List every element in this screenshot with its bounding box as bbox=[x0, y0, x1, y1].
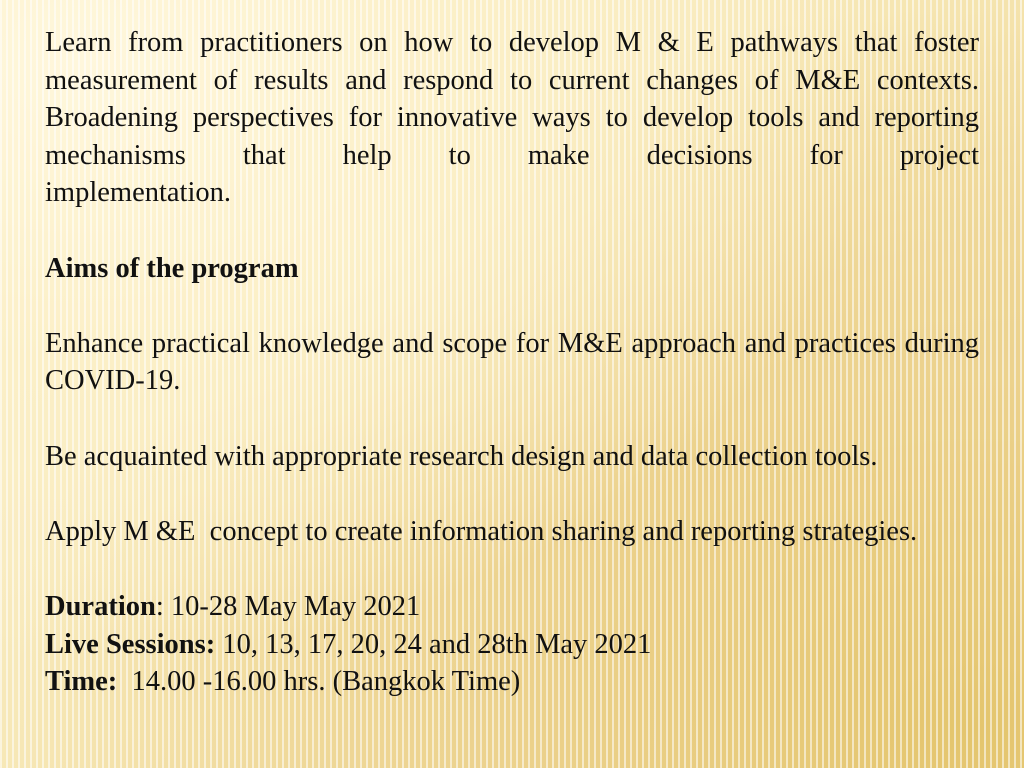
live-sessions-line bbox=[45, 626, 979, 664]
spacer bbox=[45, 287, 979, 325]
duration-value: : 10-28 May May 2021 bbox=[155, 590, 421, 622]
intro-paragraph-end: implementation. bbox=[45, 177, 232, 209]
aim-item-1: Enhance practical knowledge and scope for M&E approach and practices during COVID-19. bbox=[45, 327, 979, 397]
duration-label: Duration bbox=[45, 590, 156, 622]
live-sessions-label: Live Sessions: bbox=[45, 628, 216, 660]
time-value: 14.00 -16.00 hrs. (Bangkok Time) bbox=[117, 666, 521, 698]
spacer bbox=[45, 212, 979, 250]
duration-line bbox=[45, 588, 979, 626]
spacer bbox=[45, 550, 979, 588]
live-sessions-value: 10, 13, 17, 20, 24 and 28th May 2021 bbox=[215, 628, 652, 660]
spacer bbox=[45, 475, 979, 513]
time-label: Time: bbox=[45, 666, 118, 698]
intro-paragraph: Learn from practitioners on how to develop M & E pathways that foster measurement of results and respond to current changes of M&E contexts. Broadening perspectives for innovative ways to develop tools and reporting mechanisms that help to make decisions for project bbox=[45, 27, 979, 171]
aims-heading: Aims of the program bbox=[45, 252, 299, 284]
time-line bbox=[45, 663, 979, 701]
spacer bbox=[45, 400, 979, 438]
aim-item-2: Be acquainted with appropriate research design and data collection tools. bbox=[45, 440, 878, 472]
aim-item-3: Apply M &E concept to create information sharing and reporting strategies. bbox=[45, 515, 918, 547]
slide-content bbox=[45, 24, 979, 701]
